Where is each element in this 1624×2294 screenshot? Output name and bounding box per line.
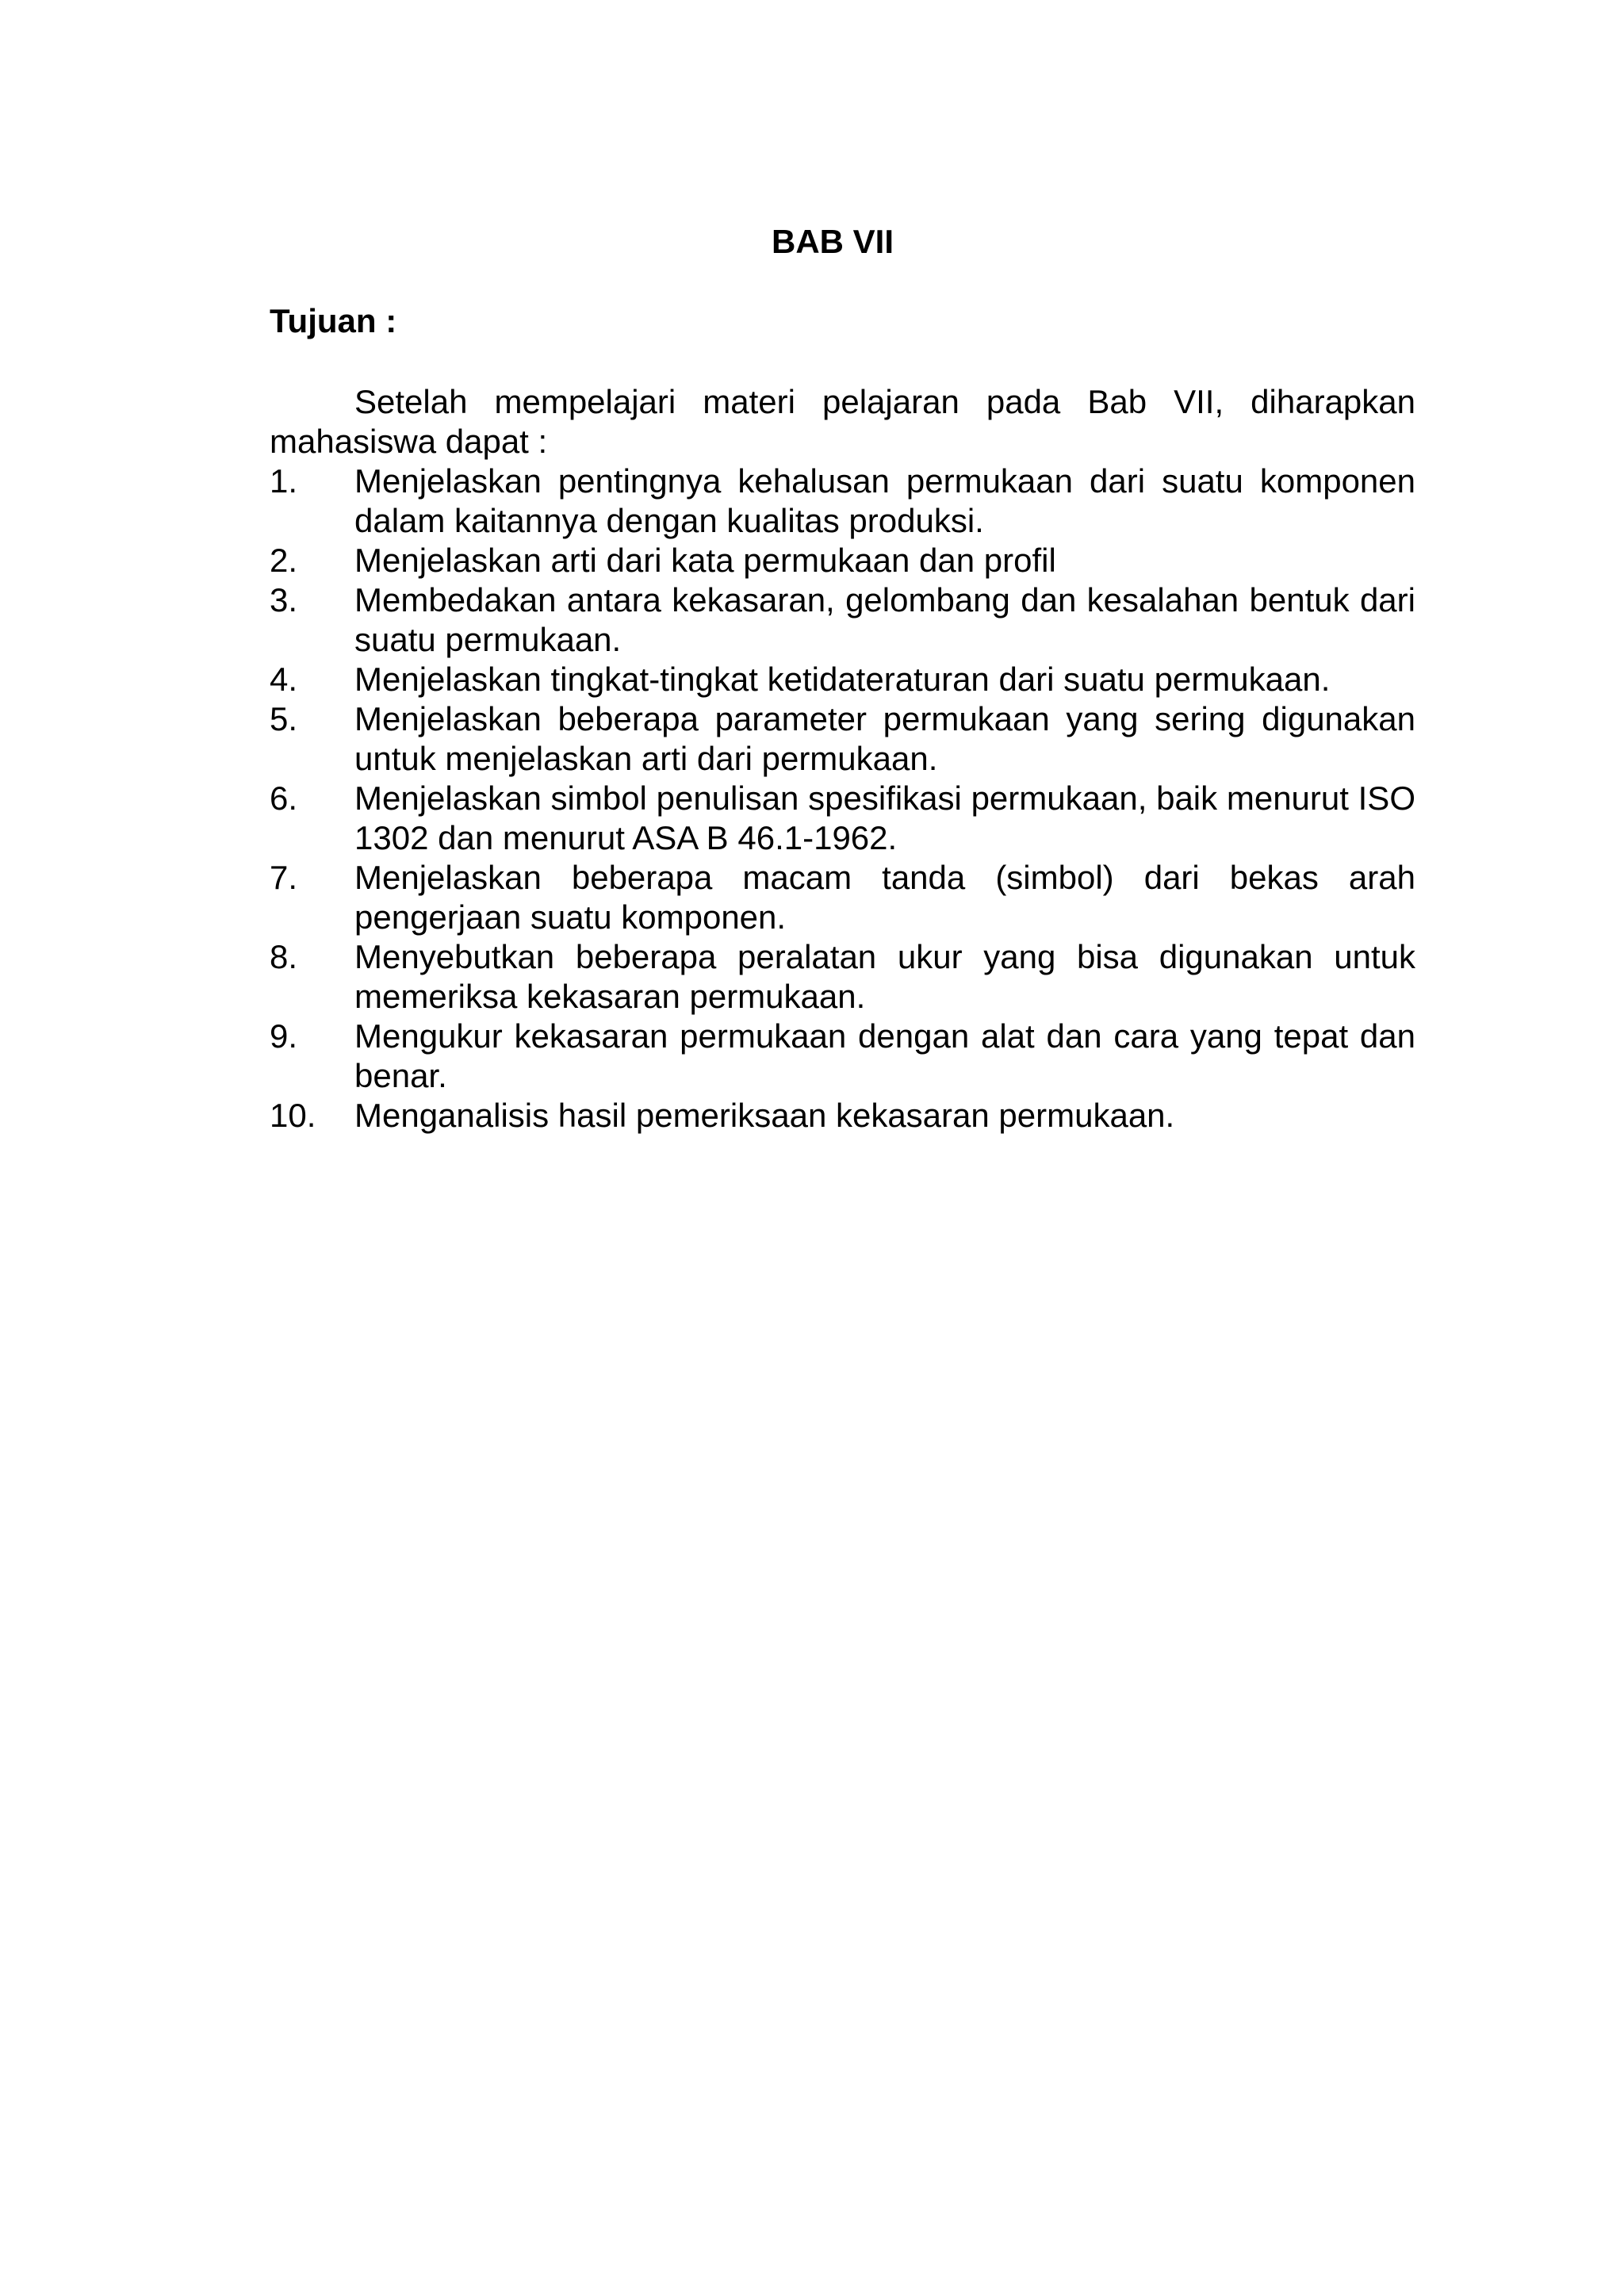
objective-number: 1.	[270, 462, 298, 500]
objective-item-6	[270, 779, 1415, 858]
objective-item-8	[270, 937, 1415, 1017]
objective-item-2	[270, 541, 1415, 580]
objective-number: 7.	[270, 859, 298, 896]
objective-number: 4.	[270, 661, 298, 698]
objective-text: Menjelaskan pentingnya kehalusan permukaan dari suatu komponen dalam kaitannya dengan kualitas produksi.	[354, 462, 1415, 539]
objective-item-1	[270, 461, 1415, 541]
objective-item-5	[270, 699, 1415, 779]
objective-text: Menjelaskan simbol penulisan spesifikasi permukaan, baik menurut ISO 1302 dan menurut ASA B 46.1-1962.	[354, 779, 1415, 856]
objective-item-10	[270, 1096, 1415, 1136]
objective-item-7	[270, 858, 1415, 937]
objective-item-3	[270, 580, 1415, 660]
objective-item-9	[270, 1017, 1415, 1096]
objective-number: 9.	[270, 1017, 298, 1055]
objective-text: Menganalisis hasil pemeriksaan kekasaran permukaan.	[354, 1097, 1175, 1134]
objective-text: Mengukur kekasaran permukaan dengan alat dan cara yang tepat dan benar.	[354, 1017, 1415, 1094]
document-content	[270, 301, 1415, 1136]
objective-number: 5.	[270, 700, 298, 737]
objective-number: 8.	[270, 938, 298, 975]
objective-text: Menjelaskan tingkat-tingkat ketidateraturan dari suatu permukaan.	[354, 661, 1331, 698]
objective-number: 10.	[270, 1097, 316, 1134]
objective-text: Menyebutkan beberapa peralatan ukur yang bisa digunakan untuk memeriksa kekasaran permukaan.	[354, 938, 1415, 1015]
objectives-list	[270, 461, 1415, 1136]
objective-text: Menjelaskan beberapa macam tanda (simbol) dari bekas arah pengerjaan suatu komponen.	[354, 859, 1415, 936]
objective-text: Menjelaskan beberapa parameter permukaan yang sering digunakan untuk menjelaskan arti dari permukaan.	[354, 700, 1415, 777]
section-heading: Tujuan :	[270, 302, 397, 339]
chapter-title: BAB VII	[771, 223, 894, 260]
intro-paragraph: Setelah mempelajari materi pelajaran pada Bab VII, diharapkan mahasiswa dapat :	[270, 383, 1415, 460]
objective-text: Membedakan antara kekasaran, gelombang dan kesalahan bentuk dari suatu permukaan.	[354, 581, 1415, 658]
objective-text: Menjelaskan arti dari kata permukaan dan profil	[354, 542, 1056, 579]
objective-number: 6.	[270, 779, 298, 817]
objective-number: 3.	[270, 581, 298, 618]
objective-item-4	[270, 660, 1415, 699]
objective-number: 2.	[270, 542, 298, 579]
